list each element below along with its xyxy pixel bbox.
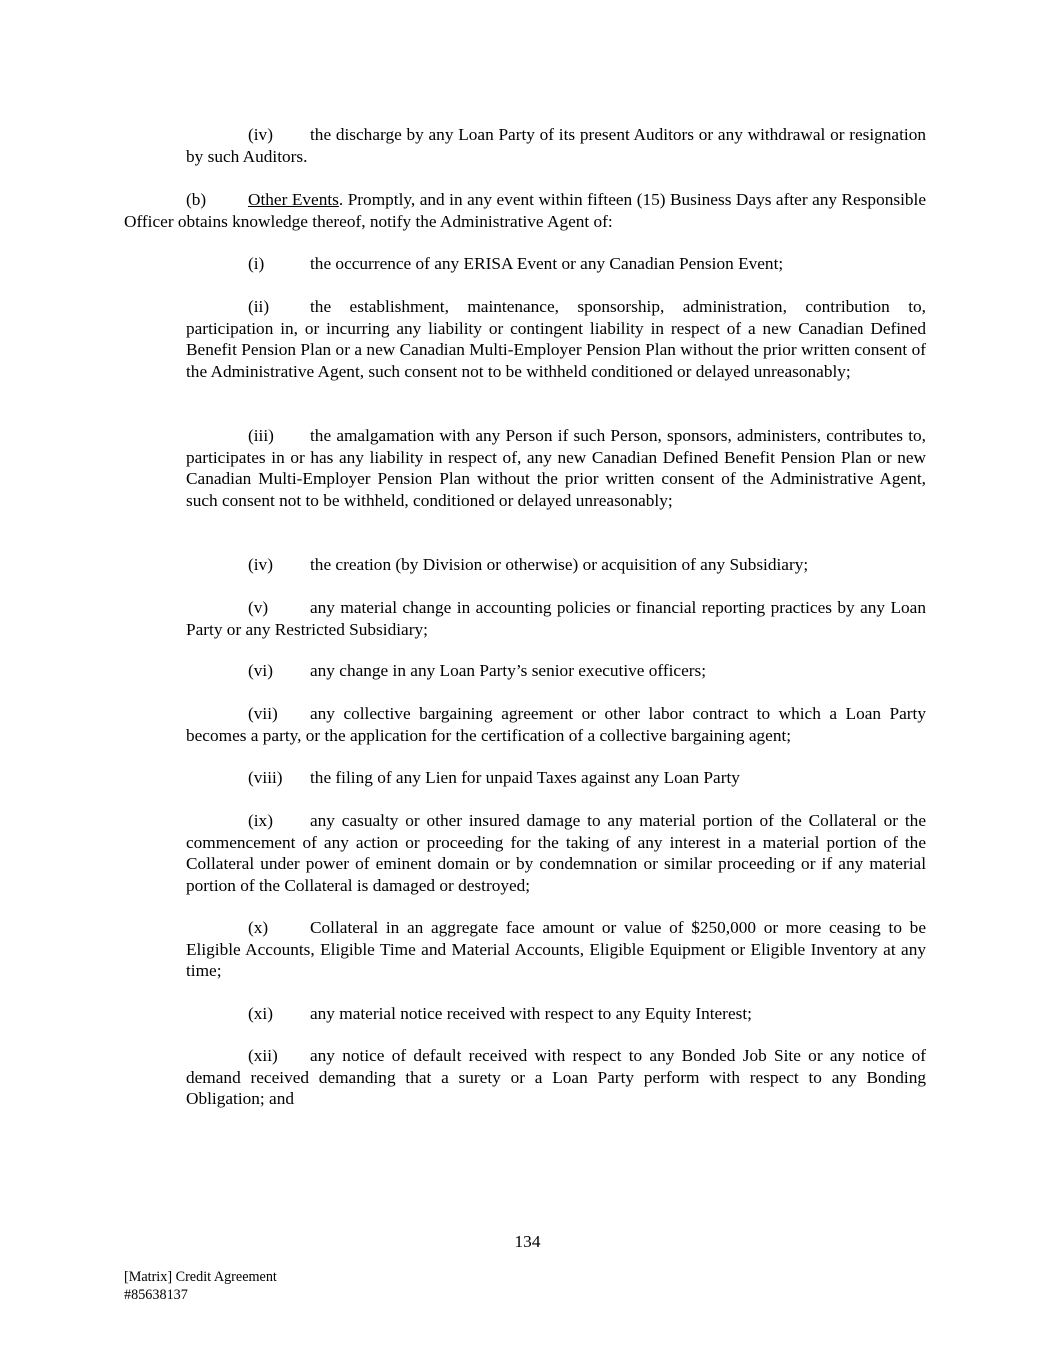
clause-text: any material change in accounting policies or financial reporting practices by any Loan Party or any Restricted Subsidiary; bbox=[186, 598, 926, 639]
clause-text: the occurrence of any ERISA Event or any Canadian Pension Event; bbox=[310, 254, 784, 273]
clause-b-vii bbox=[186, 703, 926, 746]
clause-number: (vi) bbox=[248, 661, 273, 680]
page-number: 134 bbox=[514, 1232, 541, 1251]
footer-document-id: #85638137 bbox=[124, 1287, 188, 1303]
clause-number: (vii) bbox=[248, 704, 278, 723]
clause-text: the creation (by Division or otherwise) or acquisition of any Subsidiary; bbox=[310, 555, 809, 574]
clause-number: (xi) bbox=[248, 1004, 273, 1023]
clause-number: (ix) bbox=[248, 811, 273, 830]
clause-b-viii bbox=[186, 767, 926, 789]
clause-b-i bbox=[186, 253, 926, 275]
clause-heading: Other Events bbox=[248, 190, 339, 209]
clause-number: (iv) bbox=[248, 125, 273, 144]
clause-number: (iv) bbox=[248, 555, 273, 574]
footer-document-title: [Matrix] Credit Agreement bbox=[124, 1269, 277, 1285]
clause-text: . Promptly, and in any event within fifteen (15) Business Days after any Responsible Officer obtains knowledge thereof, notify the Administrative Agent of: bbox=[124, 190, 926, 231]
clause-number: (i) bbox=[248, 254, 265, 273]
clause-b-v bbox=[186, 597, 926, 640]
clause-a-iv bbox=[186, 124, 926, 167]
clause-text: the amalgamation with any Person if such Person, sponsors, administers, contributes to, participates in or has any liability in respect of, any new Canadian Defined Benefit Pension Plan or new Canadian Multi-Employer Pension Plan without the prior written consent of the Administrative Agent, such consent not to be withheld, conditioned or delayed unreasonably; bbox=[186, 426, 926, 510]
clause-number: (v) bbox=[248, 598, 269, 617]
clause-text: the filing of any Lien for unpaid Taxes against any Loan Party bbox=[310, 768, 740, 787]
clause-text: any collective bargaining agreement or other labor contract to which a Loan Party becomes a party, or the application for the certification of a collective bargaining agent; bbox=[186, 704, 926, 745]
clause-b-x bbox=[186, 917, 926, 982]
clause-b-vi bbox=[186, 660, 926, 682]
clause-text: Collateral in an aggregate face amount or value of $250,000 or more ceasing to be Eligible Accounts, Eligible Time and Material Accounts, Eligible Equipment or Eligible Inventory at any time; bbox=[186, 918, 926, 981]
clause-b-ii bbox=[186, 296, 926, 382]
clause-b-iv bbox=[186, 554, 926, 576]
clause-number: (viii) bbox=[248, 768, 283, 787]
clause-text: any notice of default received with respect to any Bonded Job Site or any notice of demand received demanding that a surety or a Loan Party perform with respect to any Bonding Obligation; and bbox=[186, 1046, 926, 1109]
clause-number: (ii) bbox=[248, 297, 270, 316]
clause-number: (xii) bbox=[248, 1046, 278, 1065]
clause-number: (b) bbox=[186, 190, 207, 209]
clause-b bbox=[124, 189, 926, 232]
footer bbox=[124, 1268, 277, 1304]
clause-text: any casualty or other insured damage to any material portion of the Collateral or the commencement of any action or proceeding for the taking of any interest in a material portion of the Collateral under power of eminent domain or by condemnation or similar proceeding or if any material portion of the Collateral is damaged or destroyed; bbox=[186, 811, 926, 895]
clause-number: (x) bbox=[248, 918, 269, 937]
clause-text: any material notice received with respect to any Equity Interest; bbox=[310, 1004, 752, 1023]
clause-b-xi bbox=[186, 1003, 926, 1025]
clause-text: the discharge by any Loan Party of its present Auditors or any withdrawal or resignation by such Auditors. bbox=[186, 125, 926, 166]
clause-b-iii bbox=[186, 425, 926, 511]
clause-number: (iii) bbox=[248, 426, 274, 445]
clause-b-ix bbox=[186, 810, 926, 896]
clause-text: any change in any Loan Party’s senior executive officers; bbox=[310, 661, 707, 680]
clause-b-xii bbox=[186, 1045, 926, 1110]
clause-text: the establishment, maintenance, sponsorship, administration, contribution to, participation in, or incurring any liability or contingent liability in respect of a new Canadian Defined Benefit Pension Plan or a new Canadian Multi-Employer Pension Plan without the prior written consent of the Administrative Agent, such consent not to be withheld conditioned or delayed unreasonably; bbox=[186, 297, 926, 381]
